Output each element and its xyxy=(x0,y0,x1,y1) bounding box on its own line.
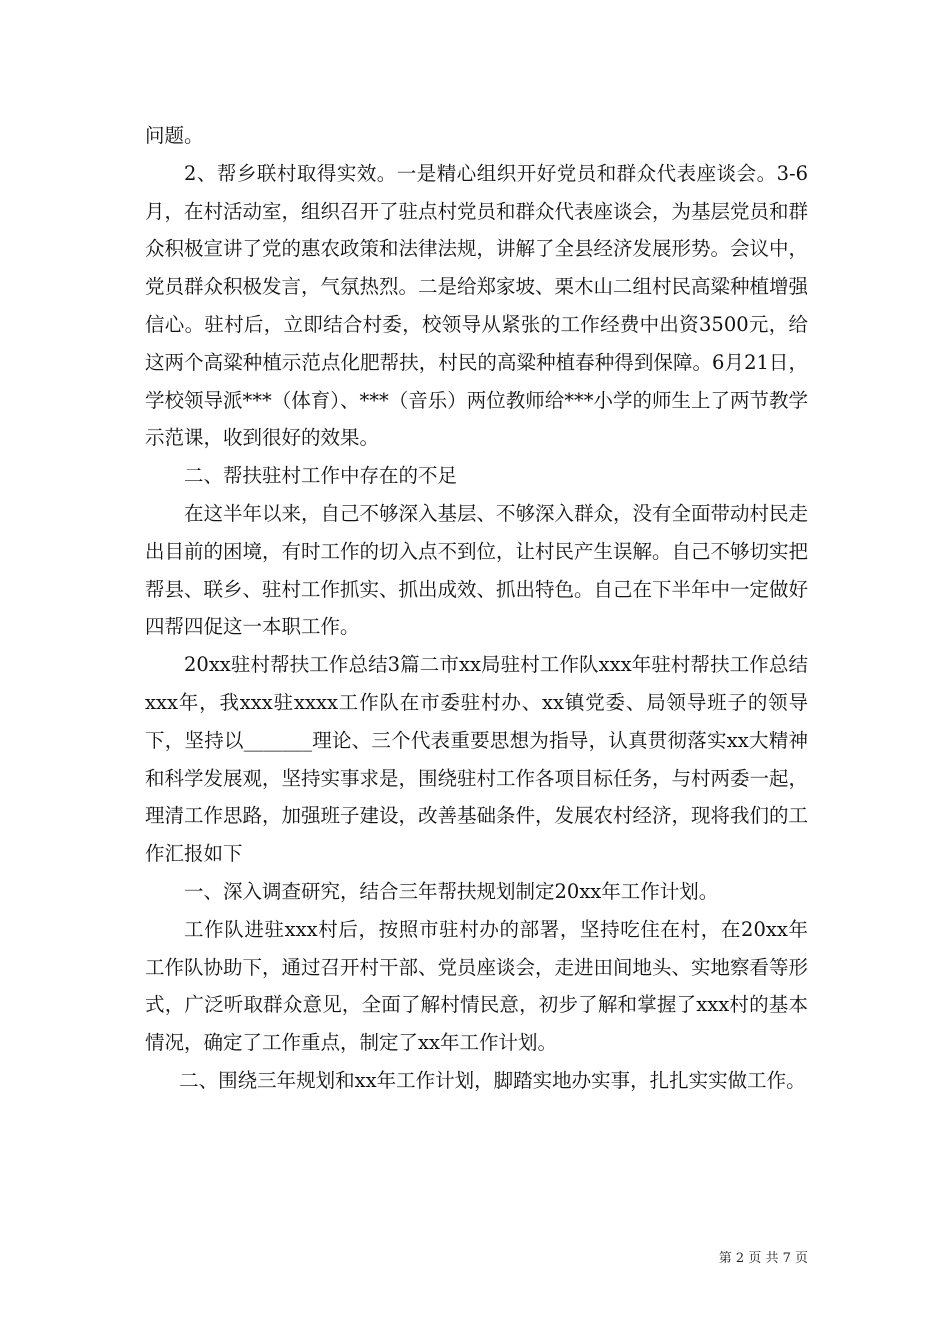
document-body xyxy=(145,117,808,1100)
heading-investigation: 一、深入调查研究，结合三年帮扶规划制定20xx年工作计划。 xyxy=(184,879,719,903)
paragraph-shortcomings: 在这半年以来，自己不够深入基层、不够深入群众，没有全面带动村民走出目前的困境，有时工作的切入点不到位，让村民产生误解。自己不够切实把帮县、联乡、驻村工作抓实、抓出成效、抓出特色。自己在下半年中一定做好四帮四促这一本职工作。 xyxy=(145,501,809,639)
paragraph-village-results: 2、帮乡联村取得实效。一是精心组织开好党员和群众代表座谈会。3-6月，在村活动室，组织召开了驻点村党员和群众代表座谈会，为基层党员和群众积极宣讲了党的惠农政策和法律法规，讲解了全县经济发展形势。会议中，党员群众积极发言，气氛热烈。二是给郑家坡、栗木山二组村民高粱种植增强信心。驻村后，立即结合村委，校领导从紧张的工作经费中出资3500元，给这两个高粱种植示范点化肥帮扶，村民的高粱种植春种得到保障。6月21日，学校领导派***（体育）、***（音乐）两位教师给***小学的师生上了两节教学示范课，收到很好的效果。 xyxy=(145,161,809,450)
paragraph-summary-intro: 20xx驻村帮扶工作总结3篇二市xx局驻村工作队xxx年驻村帮扶工作总结xxx年，我xxx驻xxxx工作队在市委驻村办、xx镇党委、局领导班子的领导下，坚持以_______理论、三个代表重要思想为指导，认真贯彻落实xx大精神和科学发展观，坚持实事求是，围绕驻村工作各项目标任务，与村两委一起，理清工作思路，加强班子建设，改善基础条件，发展农村经济，现将我们的工作汇报如下 xyxy=(145,653,809,866)
heading-practical-work: 二、围绕三年规划和xx年工作计划，脚踏实地办实事，扎扎实实做工作。 xyxy=(179,1068,806,1092)
page-number-footer: 第 2 页 共 7 页 xyxy=(718,1251,808,1266)
heading-shortcomings: 二、帮扶驻村工作中存在的不足 xyxy=(184,464,458,488)
paragraph-investigation: 工作队进驻xxx村后，按照市驻村办的部署，坚持吃住在村，在20xx年工作队协助下，通过召开村干部、党员座谈会，走进田间地头、实地察看等形式，广泛听取群众意见，全面了解村情民意，初步了解和掌握了xxx村的基本情况，确定了工作重点，制定了xx年工作计划。 xyxy=(145,917,809,1055)
paragraph-continuation: 问题。 xyxy=(145,124,204,147)
